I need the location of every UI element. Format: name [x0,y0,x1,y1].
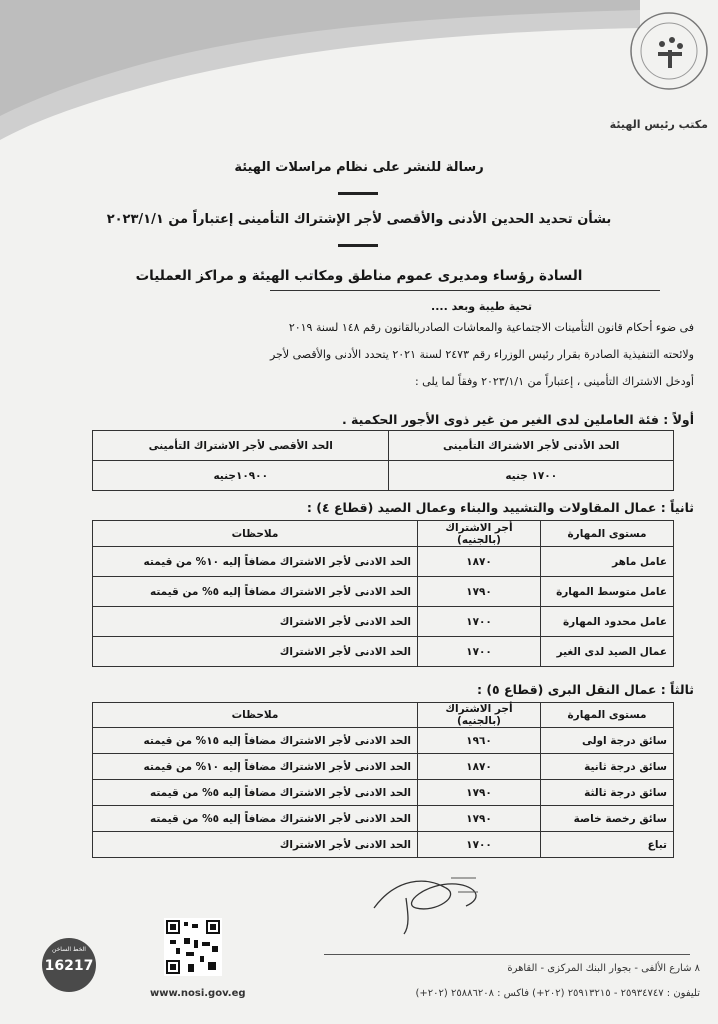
section-2-table [92,520,674,667]
section-3-title: ثالثاً : عمال النقل البرى (قطاع ٥) : [476,682,694,697]
letter-heading: رسالة للنشر على نظام مراسلات الهيئة [234,160,484,175]
footer-divider [324,954,690,955]
logo-caption: مكتب رئيس الهيئة [609,118,708,131]
table-header: الحد الأقصى لأجر الاشتراك التأمينى [93,431,389,461]
header-swoosh [0,0,640,150]
letter-subject: بشأن تحديد الحدين الأدنى والأقصى لأجر الإشتراك التأمينى إعتباراً من ٢٠٢٣/١/١ [106,212,612,227]
table-header: مستوى المهارة [541,703,674,728]
table-cell: ١٠٩٠٠جنيه [93,461,389,491]
table-cell: ١٧٠٠ [418,637,541,667]
table-cell: ١٨٧٠ [418,547,541,577]
table-cell: ١٧٩٠ [418,780,541,806]
table-row [93,780,674,806]
intro-line-3: أودخل الاشتراك التأمينى ، إعتباراً من ٢٠٢٣/١/١ وفقاً لما يلى : [414,375,694,388]
intro-line-2: ولائحته التنفيذية الصادرة بقرار رئيس الوزراء رقم ٢٤٧٣ لسنة ٢٠٢١ يتحدد الأدنى والأقصى لأجر [269,348,694,361]
letter-addressee: السادة رؤساء ومديرى عموم مناطق ومكاتب الهيئة و مراكز العمليات [135,268,583,284]
table-row [93,637,674,667]
table-cell: ١٧٠٠ [418,832,541,858]
table-cell: سائق رخصة خاصة [541,806,674,832]
nosi-logo-icon [628,10,710,92]
table-row [93,754,674,780]
table-row [93,547,674,577]
table-cell: ١٨٧٠ [418,754,541,780]
signature [366,868,496,938]
table-cell: ١٩٦٠ [418,728,541,754]
greeting: تحية طيبة وبعد .... [431,300,532,313]
table-header: ملاحظات [93,703,418,728]
table-cell: الحد الادنى لأجر الاشتراك مضافاً إليه ٥% من قيمته [93,577,418,607]
table-cell: عامل ماهر [541,547,674,577]
qr-code-icon [164,918,222,976]
table-cell: سائق درجة اولى [541,728,674,754]
table-row [93,607,674,637]
table-header: أجر الاشتراك (بالجنيه) [418,703,541,728]
table-row [93,806,674,832]
table-cell: تباع [541,832,674,858]
table-cell: ١٧٩٠ [418,806,541,832]
table-header: مستوى المهارة [541,521,674,547]
table-cell: الحد الادنى لأجر الاشتراك مضافاً إليه ١٠% من قيمته [93,754,418,780]
table-cell: الحد الادنى لأجر الاشتراك [93,637,418,667]
divider [338,244,378,247]
table-cell: عامل متوسط المهارة [541,577,674,607]
hotline-label: الخط الساخن [52,946,86,953]
footer-address: ٨ شارع الألفى - بجوار البنك المركزى - القاهرة [507,963,700,974]
section-3-table [92,702,674,858]
intro-line-1: فى ضوء أحكام قانون التأمينات الاجتماعية والمعاشات الصادربالقانون رقم ١٤٨ لسنة ٢٠١٩ [288,321,694,334]
table-header: ملاحظات [93,521,418,547]
table-cell: سائق درجة ثالثة [541,780,674,806]
table-cell: الحد الادنى لأجر الاشتراك [93,607,418,637]
table-header: الحد الأدنى لأجر الاشتراك التأمينى [389,431,674,461]
divider [338,192,378,195]
website-url: www.nosi.gov.eg [150,988,246,999]
table-row [93,728,674,754]
table-cell: الحد الادنى لأجر الاشتراك مضافاً إليه ٥% من قيمته [93,806,418,832]
table-cell: الحد الادنى لأجر الاشتراك [93,832,418,858]
table-row [93,832,674,858]
divider [270,290,660,291]
table-cell: ١٧٠٠ [418,607,541,637]
table-cell: عامل محدود المهارة [541,607,674,637]
section-1-title: أولاً : فئة العاملين لدى الغير من غير ذوى الأجور الحكمية . [341,412,694,427]
section-2-title: ثانياً : عمال المقاولات والتشييد والبناء وعمال الصيد (قطاع ٤) : [306,500,694,515]
hotline-number: 16217 [44,958,94,974]
table-cell: الحد الادنى لأجر الاشتراك مضافاً إليه ١٥% من قيمته [93,728,418,754]
table-cell: عمال الصيد لدى الغير [541,637,674,667]
table-row [93,577,674,607]
table-cell: الحد الادنى لأجر الاشتراك مضافاً إليه ٥% من قيمته [93,780,418,806]
table-cell: الحد الادنى لأجر الاشتراك مضافاً إليه ١٠% من قيمته [93,547,418,577]
footer-phones: تليفون : ٢٥٩٣٤٧٤٧ - ٢٥٩١٣٢١٥ (٢٠٢+) فاكس : ٢٥٨٨٦٢٠٨ (٢٠٢+) [415,988,700,999]
section-1-table [92,430,674,491]
table-header: أجر الاشتراك (بالجنيه) [418,521,541,547]
hotline-badge [42,938,96,992]
table-cell: ١٧٠٠ جنيه [389,461,674,491]
table-cell: سائق درجة ثانية [541,754,674,780]
table-cell: ١٧٩٠ [418,577,541,607]
